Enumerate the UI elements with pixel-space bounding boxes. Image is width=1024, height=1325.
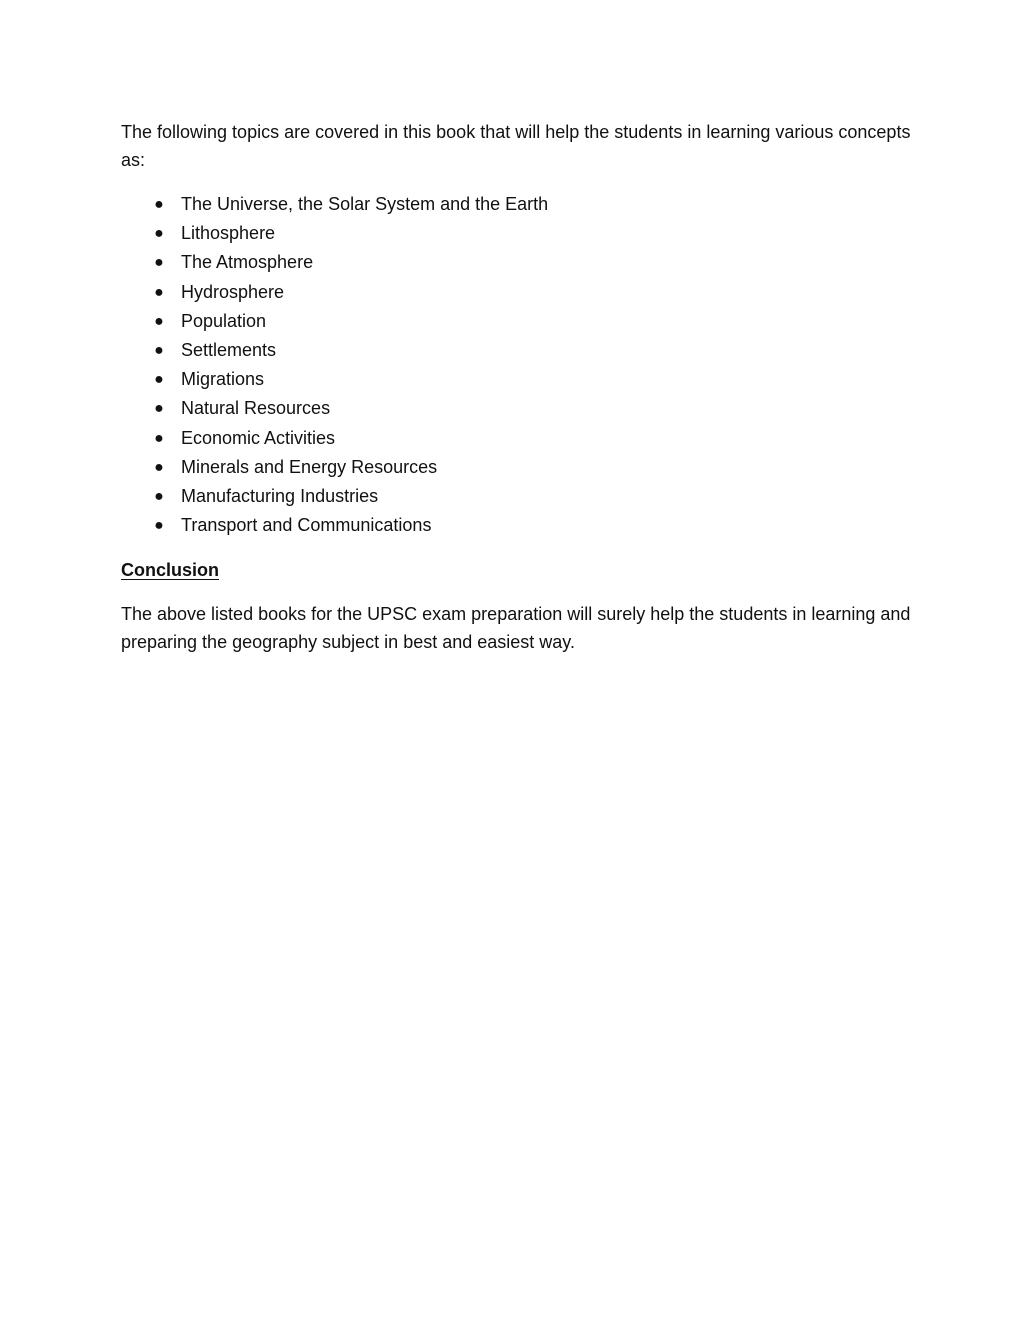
bullet-icon: ● xyxy=(154,341,164,359)
topic-label: Hydrosphere xyxy=(181,281,285,302)
topic-label: The Atmosphere xyxy=(181,252,314,273)
topic-label: The Universe, the Solar System and the Earth xyxy=(181,194,549,214)
topic-label: Natural Resources xyxy=(181,398,331,419)
list-item xyxy=(121,336,911,365)
topic-label: Manufacturing Industries xyxy=(181,485,379,506)
topic-label: Settlements xyxy=(181,339,277,360)
topic-label: Population xyxy=(181,310,267,331)
bullet-icon: ● xyxy=(154,312,164,330)
bullet-icon: ● xyxy=(154,371,164,389)
list-item xyxy=(121,307,911,336)
list-item xyxy=(121,453,911,482)
topic-label: Lithosphere xyxy=(181,223,276,244)
list-item xyxy=(121,278,911,307)
topic-label: Minerals and Energy Resources xyxy=(181,456,438,477)
list-item xyxy=(121,482,911,511)
bullet-icon: ● xyxy=(154,458,164,476)
bullet-icon: ● xyxy=(154,517,164,535)
topic-label: Migrations xyxy=(181,369,265,390)
bullet-icon: ● xyxy=(154,400,164,418)
list-item xyxy=(121,219,911,248)
bullet-icon: ● xyxy=(154,225,164,243)
bullet-icon: ● xyxy=(154,487,164,505)
list-item xyxy=(121,190,911,219)
topic-label: Economic Activities xyxy=(181,427,336,448)
conclusion-paragraph: The above listed books for the UPSC exam preparation will surely help the students in learning and preparing the geography subject in best and easiest way. xyxy=(121,604,911,653)
topics-list xyxy=(121,190,911,540)
conclusion-heading: Conclusion xyxy=(121,560,219,581)
list-item xyxy=(121,365,911,394)
list-item xyxy=(121,248,911,277)
bullet-icon: ● xyxy=(154,283,164,301)
bullet-icon: ● xyxy=(154,196,164,213)
list-item xyxy=(121,394,911,423)
topic-label: Transport and Communications xyxy=(181,515,432,536)
bullet-icon: ● xyxy=(154,254,164,272)
list-item xyxy=(121,424,911,453)
bullet-icon: ● xyxy=(154,429,164,447)
intro-paragraph: The following topics are covered in this book that will help the students in learning various concepts as: xyxy=(121,122,911,170)
page-content xyxy=(121,118,911,656)
list-item xyxy=(121,511,911,540)
